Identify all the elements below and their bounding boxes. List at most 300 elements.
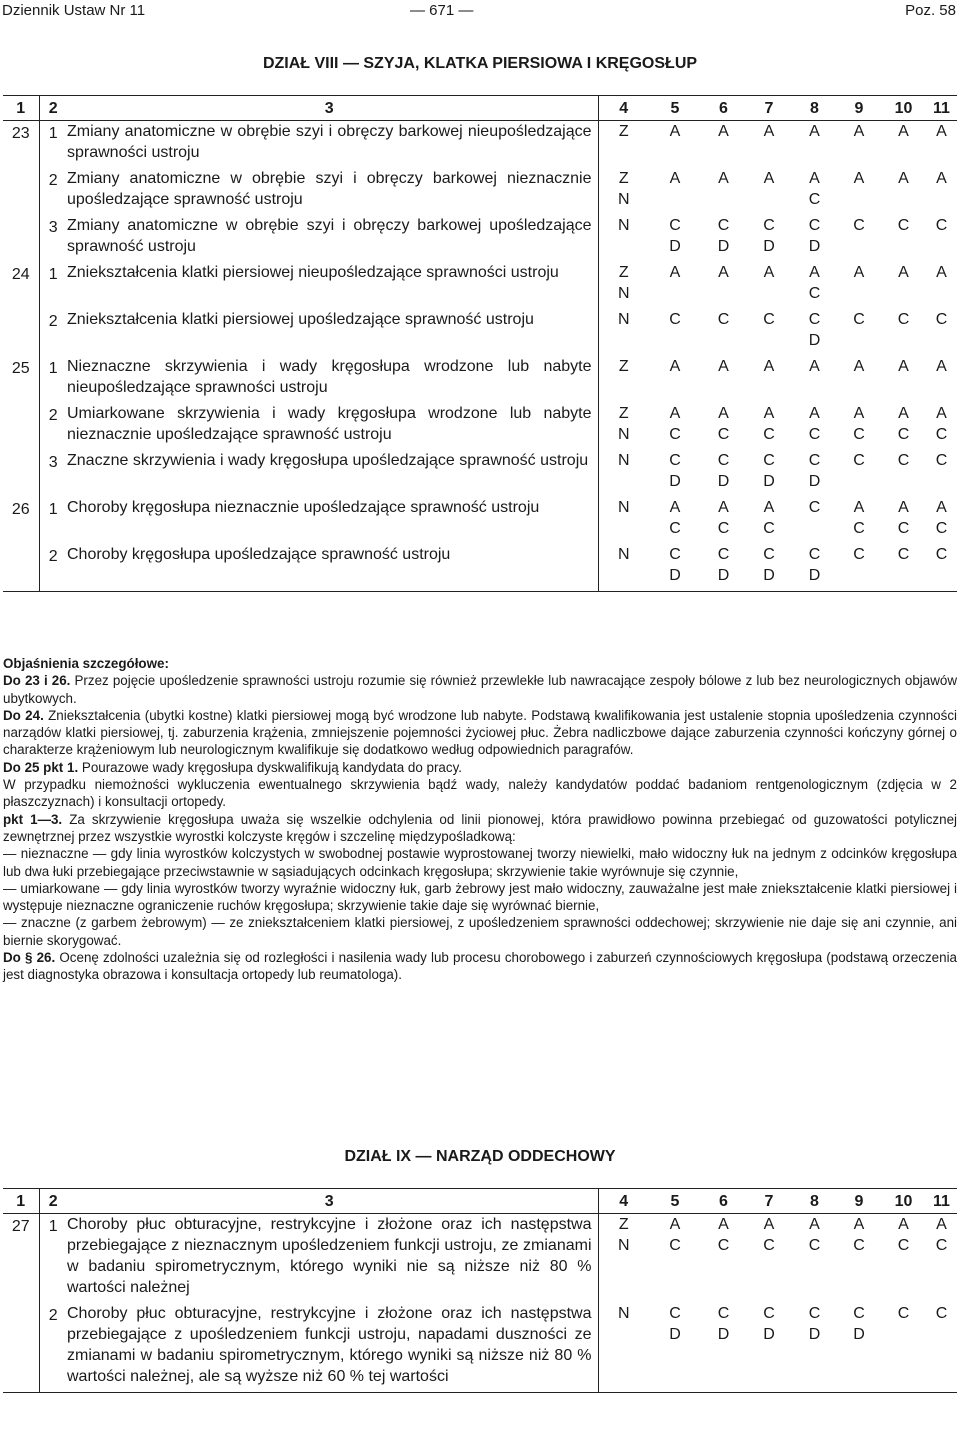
category-col-10 — [881, 450, 926, 497]
note-text: Pourazowe wady kręgosłupa dyskwalifikują kandydata do pracy. — [78, 759, 462, 775]
category-col-5 — [649, 450, 701, 497]
category-code: C — [808, 1237, 821, 1254]
column-header-11: 11 — [926, 96, 957, 121]
category-col-7 — [746, 121, 792, 169]
category-code: C — [717, 1237, 730, 1254]
category-col-4 — [598, 309, 649, 356]
category-code: D — [717, 238, 730, 255]
condition-description: Choroby kręgosłupa upośledzające sprawność ustroju — [67, 544, 598, 592]
note-text: — umiarkowane — gdy linia wyrostków tworzy wyraźnie widoczny łuk, garb żebrowy jest mało widoczny, zauważalne jest małe zniekształcenie klatki piersiowej i występuje nieznaczne ograniczenie ruchów kręgosłupa; skrzywienie takie daje się wyrównać biernie, — [3, 880, 957, 914]
category-code: C — [853, 426, 865, 443]
category-code: A — [669, 499, 681, 516]
category-code: A — [763, 123, 775, 140]
category-col-10 — [881, 309, 926, 356]
category-code: A — [898, 358, 909, 375]
paragraph-number: 25 — [3, 356, 39, 403]
column-header-8: 8 — [792, 1189, 837, 1214]
category-code: A — [809, 264, 820, 281]
table-row — [3, 121, 957, 169]
category-col-8 — [792, 1303, 837, 1393]
category-col-6 — [701, 544, 746, 592]
category-col-4 — [598, 544, 649, 592]
category-code: A — [898, 1216, 909, 1233]
paragraph-number: 23 — [3, 121, 39, 169]
category-code: A — [809, 358, 820, 375]
category-col-4 — [598, 1214, 649, 1304]
category-col-5 — [649, 262, 701, 309]
category-code: C — [853, 520, 865, 537]
category-col-9 — [837, 1303, 881, 1393]
category-col-9 — [837, 309, 881, 356]
category-col-11 — [926, 1303, 957, 1393]
column-header-1: 1 — [3, 1189, 39, 1214]
category-col-10 — [881, 168, 926, 215]
category-col-7 — [746, 168, 792, 215]
category-col-9 — [837, 168, 881, 215]
category-col-7 — [746, 497, 792, 544]
category-col-4 — [598, 215, 649, 262]
table-row — [3, 544, 957, 592]
category-col-4 — [598, 403, 649, 450]
condition-description: Zmiany anatomiczne w obrębie szyi i obręczy barkowej nieupośledzające sprawności ustroju — [67, 121, 598, 169]
category-code: D — [669, 567, 681, 584]
note-paragraph — [3, 759, 957, 776]
category-col-6 — [701, 262, 746, 309]
category-col-6 — [701, 309, 746, 356]
category-col-9 — [837, 450, 881, 497]
table-row — [3, 356, 957, 403]
note-text: — znaczne (z garbem żebrowym) — ze zniekształceniem klatki piersiowej, z upośledzeniem sprawności oddechowej; skrzywienie nie daje się ani czynnie, ani biernie skorygować. — [3, 915, 957, 948]
column-header-7: 7 — [746, 96, 792, 121]
category-code: C — [669, 1305, 681, 1322]
category-col-6 — [701, 497, 746, 544]
category-code: C — [808, 217, 821, 234]
category-code: N — [617, 217, 630, 234]
note-paragraph — [3, 914, 957, 949]
category-col-8 — [792, 356, 837, 403]
category-code: A — [936, 405, 947, 422]
note-paragraph — [3, 707, 957, 759]
category-code: N — [617, 426, 630, 443]
point-number: 2 — [48, 313, 58, 330]
category-col-8 — [792, 1214, 837, 1304]
column-header-6: 6 — [701, 1189, 746, 1214]
paragraph-number — [3, 450, 39, 497]
category-col-8 — [792, 168, 837, 215]
category-code: D — [717, 473, 730, 490]
note-paragraph — [3, 655, 957, 672]
category-col-4 — [598, 168, 649, 215]
category-code: C — [853, 217, 865, 234]
category-code: D — [808, 473, 821, 490]
category-col-9 — [837, 356, 881, 403]
category-col-6 — [701, 1303, 746, 1393]
paragraph-number — [3, 1303, 39, 1393]
category-col-6 — [701, 168, 746, 215]
category-code: C — [717, 311, 730, 328]
category-col-9 — [837, 544, 881, 592]
category-code: C — [763, 1237, 775, 1254]
category-col-4 — [598, 1303, 649, 1393]
category-col-8 — [792, 262, 837, 309]
category-code: C — [717, 546, 730, 563]
category-col-5 — [649, 215, 701, 262]
category-col-7 — [746, 1214, 792, 1304]
category-code: A — [669, 123, 681, 140]
category-code: A — [936, 264, 947, 281]
note-paragraph — [3, 672, 957, 707]
category-col-8 — [792, 497, 837, 544]
category-code: D — [808, 1326, 821, 1343]
category-code: C — [717, 217, 730, 234]
category-col-5 — [649, 1214, 701, 1304]
category-code: C — [935, 546, 948, 563]
point-number: 2 — [48, 172, 58, 189]
category-col-4 — [598, 450, 649, 497]
note-text: W przypadku niemożności wykluczenia ewentualnego skrzywienia bądź wady, należy kandydatów poddać badaniom rentgenologicznym (zdjęcia w 2 płaszczyznach) i konsultacji ortopedy. — [3, 777, 957, 810]
category-col-6 — [701, 356, 746, 403]
category-code: Z — [618, 123, 629, 140]
category-code: Z — [618, 358, 629, 375]
category-col-6 — [701, 403, 746, 450]
page-number: — 671 — — [410, 2, 474, 19]
category-col-7 — [746, 356, 792, 403]
category-code: A — [853, 264, 865, 281]
category-code: A — [763, 405, 775, 422]
column-header-9: 9 — [837, 96, 881, 121]
category-code: D — [808, 238, 821, 255]
running-head — [0, 2, 960, 24]
column-header-4: 4 — [598, 96, 649, 121]
point-number: 2 — [39, 544, 67, 592]
category-code: D — [853, 1326, 865, 1343]
category-col-11 — [926, 215, 957, 262]
condition-description: Choroby płuc obturacyjne, restrykcyjne i złożone oraz ich następstwa przebiegające z upośledzeniem funkcji ustroju, napadami duszności ze zmianami w badaniu spirometrycznym, którego wyniki są niższe niż 80 % wartości należnej, ale są wyższe niż 60 % tej wartości — [67, 1303, 598, 1393]
category-col-7 — [746, 309, 792, 356]
category-col-10 — [881, 1303, 926, 1393]
category-code: A — [809, 170, 820, 187]
category-col-10 — [881, 215, 926, 262]
category-col-5 — [649, 309, 701, 356]
category-code: A — [718, 1216, 729, 1233]
column-header-3: 3 — [67, 1189, 598, 1214]
note-paragraph — [3, 949, 957, 984]
category-col-10 — [881, 262, 926, 309]
category-col-8 — [792, 544, 837, 592]
note-paragraph — [3, 845, 957, 880]
category-col-11 — [926, 403, 957, 450]
category-col-5 — [649, 121, 701, 169]
category-col-11 — [926, 121, 957, 169]
category-col-10 — [881, 403, 926, 450]
column-header-1: 1 — [3, 96, 39, 121]
note-paragraph — [3, 811, 957, 846]
column-header-2: 2 — [39, 96, 67, 121]
category-code: C — [763, 217, 775, 234]
category-code: A — [898, 123, 909, 140]
category-code: C — [853, 311, 865, 328]
category-code: A — [898, 405, 909, 422]
category-col-11 — [926, 450, 957, 497]
note-heading: Do 23 i 26. — [3, 673, 71, 689]
column-header-9: 9 — [837, 1189, 881, 1214]
section-9-title: DZIAŁ IX — NARZĄD ODDECHOWY — [344, 1148, 616, 1165]
category-col-7 — [746, 544, 792, 592]
category-code: N — [617, 499, 630, 516]
category-code: C — [935, 311, 948, 328]
category-code: C — [669, 1237, 681, 1254]
category-code: A — [763, 1216, 775, 1233]
note-text: Ocenę zdolności uzależnia się od rozległości i nasilenia wady lub procesu chorobowego i zaburzeń czynnościowych kręgosłupa (podstawą orzeczenia jest diagnostyka obrazowa i konsultacja ortopedy lub reumatologa). — [3, 950, 958, 983]
category-code: D — [763, 473, 775, 490]
category-code: A — [669, 358, 681, 375]
table-row — [3, 497, 957, 544]
category-code: D — [763, 1326, 775, 1343]
point-number: 2 — [48, 407, 58, 424]
column-header-10: 10 — [881, 96, 926, 121]
point-number: 1 — [48, 266, 58, 283]
category-code: C — [717, 520, 730, 537]
category-code: C — [669, 452, 681, 469]
category-code: C — [897, 426, 910, 443]
note-heading: pkt 1—3. — [3, 811, 63, 827]
category-code: D — [808, 567, 821, 584]
category-code: A — [853, 405, 865, 422]
category-col-5 — [649, 1303, 701, 1393]
category-code: C — [935, 217, 948, 234]
condition-description: Zmiany anatomiczne w obrębie szyi i obręczy barkowej nieznacznie upośledzające sprawność ustroju — [67, 168, 598, 215]
category-col-6 — [701, 450, 746, 497]
category-code: A — [718, 123, 729, 140]
category-code: A — [763, 499, 775, 516]
category-code: C — [897, 1305, 910, 1322]
category-code: N — [617, 285, 630, 302]
category-code: C — [717, 452, 730, 469]
category-code: A — [669, 405, 681, 422]
category-col-11 — [926, 168, 957, 215]
paragraph-number: 24 — [3, 262, 39, 309]
point-number: 1 — [48, 501, 58, 518]
category-code: C — [763, 452, 775, 469]
category-col-6 — [701, 121, 746, 169]
category-code: N — [617, 452, 630, 469]
category-code: C — [808, 285, 821, 302]
category-code: C — [897, 311, 910, 328]
category-col-11 — [926, 544, 957, 592]
point-number: 3 — [48, 219, 58, 236]
category-col-10 — [881, 121, 926, 169]
category-code: A — [809, 1216, 820, 1233]
condition-description: Zmiany anatomiczne w obrębie szyi i obręczy barkowej upośledzające sprawność ustroju — [67, 215, 598, 262]
category-code: Z — [618, 405, 629, 422]
category-col-4 — [598, 121, 649, 169]
category-code: C — [853, 546, 865, 563]
point-number: 1 — [48, 1218, 58, 1235]
category-col-9 — [837, 262, 881, 309]
category-code: A — [669, 1216, 681, 1233]
category-code: D — [669, 1326, 681, 1343]
note-text: Za skrzywienie kręgosłupa uważa się wszelkie odchylenia od linii pionowej, która prawidłowo powinna przebiegać od guzowatości potylicznej zewnętrznej przez wszystkie wyrostki kolczyste kręgów i szczelinę międzypośladkową: — [3, 811, 957, 844]
category-code: A — [809, 405, 820, 422]
category-code: N — [617, 191, 630, 208]
note-text: Przez pojęcie upośledzenie sprawności ustroju rozumie się również przewlekłe lub nawracające zespoły bólowe z lub bez neurologicznych objawów ubytkowych. — [3, 673, 957, 706]
category-col-9 — [837, 497, 881, 544]
category-code: D — [808, 332, 821, 349]
category-code: D — [717, 567, 730, 584]
category-code: N — [617, 546, 630, 563]
category-col-7 — [746, 1303, 792, 1393]
category-code: C — [763, 546, 775, 563]
category-col-5 — [649, 168, 701, 215]
category-code: Z — [618, 1216, 629, 1233]
point-number: 2 — [39, 1303, 67, 1393]
category-code: A — [763, 264, 775, 281]
category-code: C — [853, 1305, 865, 1322]
category-col-5 — [649, 544, 701, 592]
column-header-3: 3 — [67, 96, 598, 121]
category-code: C — [763, 426, 775, 443]
category-col-8 — [792, 450, 837, 497]
category-code: A — [853, 170, 865, 187]
category-code: A — [718, 264, 729, 281]
category-code: C — [763, 520, 775, 537]
condition-description: Nieznaczne skrzywienia i wady kręgosłupa wrodzone lub nabyte nieupośledzające sprawności ustroju — [67, 356, 598, 403]
category-code: A — [809, 123, 820, 140]
category-code: A — [936, 123, 947, 140]
category-code: D — [763, 238, 775, 255]
category-col-8 — [792, 215, 837, 262]
category-code: N — [617, 1305, 630, 1322]
category-col-7 — [746, 403, 792, 450]
category-col-7 — [746, 215, 792, 262]
category-code: D — [763, 567, 775, 584]
category-col-8 — [792, 309, 837, 356]
section-9-table — [3, 1188, 957, 1393]
header-row — [3, 1189, 957, 1214]
column-header-2: 2 — [39, 1189, 67, 1214]
category-code: C — [897, 520, 910, 537]
column-header-7: 7 — [746, 1189, 792, 1214]
paragraph-number — [3, 215, 39, 262]
category-code: C — [669, 520, 681, 537]
category-col-10 — [881, 544, 926, 592]
note-heading: Do 25 pkt 1. — [3, 759, 79, 775]
category-code: A — [718, 499, 729, 516]
section-8-title: DZIAŁ VIII — SZYJA, KLATKA PIERSIOWA I KRĘGOSŁUP — [262, 55, 698, 72]
category-code: C — [717, 1305, 730, 1322]
position-number: Poz. 58 — [905, 2, 956, 19]
category-col-11 — [926, 309, 957, 356]
category-code: N — [617, 311, 630, 328]
category-col-4 — [598, 497, 649, 544]
column-header-5: 5 — [649, 1189, 701, 1214]
note-paragraph — [3, 880, 957, 915]
section-8-table — [3, 95, 957, 592]
note-text: — nieznaczne — gdy linia wyrostków kolczystych w swobodnej postawie wyprostowanej tworzy niewielki, mało widoczny łuk na jednym z odcinków kręgosłupa lub dwa łuki przebiegające przeciwstawnie w sąsiadujących odcinkach kręgosłupa; skrzywienie takie wyrównuje się czynnie, — [3, 846, 957, 879]
category-code: A — [936, 358, 947, 375]
category-col-5 — [649, 497, 701, 544]
column-header-4: 4 — [598, 1189, 649, 1214]
category-code: A — [718, 170, 729, 187]
journal-title: Dziennik Ustaw Nr 11 — [2, 2, 146, 19]
condition-description: Choroby kręgosłupa nieznacznie upośledzające sprawność ustroju — [67, 497, 598, 544]
category-code: A — [898, 170, 909, 187]
category-code: C — [808, 452, 821, 469]
category-code: A — [718, 405, 729, 422]
category-col-6 — [701, 1214, 746, 1304]
category-code: C — [763, 311, 775, 328]
category-col-10 — [881, 497, 926, 544]
category-code: C — [935, 1237, 948, 1254]
category-col-7 — [746, 262, 792, 309]
category-code: A — [853, 123, 865, 140]
category-code: A — [763, 358, 775, 375]
category-code: D — [669, 238, 681, 255]
category-col-8 — [792, 121, 837, 169]
category-col-11 — [926, 497, 957, 544]
category-col-9 — [837, 215, 881, 262]
category-code: A — [853, 1216, 865, 1233]
category-code: C — [763, 1305, 775, 1322]
category-code: C — [853, 452, 865, 469]
category-code: A — [853, 358, 865, 375]
category-col-5 — [649, 356, 701, 403]
table-row — [3, 1303, 957, 1393]
category-col-8 — [792, 403, 837, 450]
category-code: C — [669, 217, 681, 234]
category-col-4 — [598, 356, 649, 403]
paragraph-number: 26 — [3, 497, 39, 544]
column-header-6: 6 — [701, 96, 746, 121]
note-text: Zniekształcenia (ubytki kostne) klatki piersiowej mogą być wrodzone lub nabyte. Podstawą kwalifikowania jest ustalenie stopnia upośledzenia czynności narządów klatki piersiowej, tj. zaburzenia krążenia, zmniejszenie pojemności życiowej płuc. Żebra nadliczbowe dające zaburzenia czynności kończyny górnej o charakterze krążeniowym lub neurologicznym kwalifikuje się dodatkowo według odpowiednich paragrafów. — [3, 707, 957, 758]
note-heading: Do § 26. — [3, 950, 56, 966]
category-code: A — [763, 170, 775, 187]
condition-description: Zniekształcenia klatki piersiowej nieupośledzające sprawności ustroju — [67, 262, 598, 309]
header-row — [3, 96, 957, 121]
category-code: A — [669, 264, 681, 281]
condition-description: Zniekształcenia klatki piersiowej upośledzające sprawność ustroju — [67, 309, 598, 356]
category-code: C — [808, 1305, 821, 1322]
category-code: C — [935, 426, 948, 443]
category-col-7 — [746, 450, 792, 497]
category-code: C — [935, 1305, 948, 1322]
category-code: A — [936, 499, 947, 516]
condition-description: Znaczne skrzywienia i wady kręgosłupa upośledzające sprawność ustroju — [67, 450, 598, 497]
category-col-11 — [926, 262, 957, 309]
category-col-9 — [837, 121, 881, 169]
category-code: Z — [618, 264, 629, 281]
category-code: C — [808, 499, 821, 516]
condition-description: Umiarkowane skrzywienia i wady kręgosłupa wrodzone lub nabyte nieznacznie upośledzające sprawność ustroju — [67, 403, 598, 450]
category-code: A — [669, 170, 681, 187]
column-header-10: 10 — [881, 1189, 926, 1214]
category-code: A — [898, 499, 909, 516]
category-code: D — [669, 473, 681, 490]
table-row — [3, 450, 957, 497]
category-col-9 — [837, 1214, 881, 1304]
table-row — [3, 262, 957, 309]
category-code: C — [669, 426, 681, 443]
category-code: N — [617, 1237, 630, 1254]
category-col-11 — [926, 356, 957, 403]
paragraph-number: 27 — [3, 1214, 39, 1304]
category-col-10 — [881, 1214, 926, 1304]
category-col-11 — [926, 1214, 957, 1304]
category-code: A — [936, 170, 947, 187]
point-number: 1 — [48, 125, 58, 142]
category-code: Z — [618, 170, 629, 187]
category-code: C — [935, 452, 948, 469]
